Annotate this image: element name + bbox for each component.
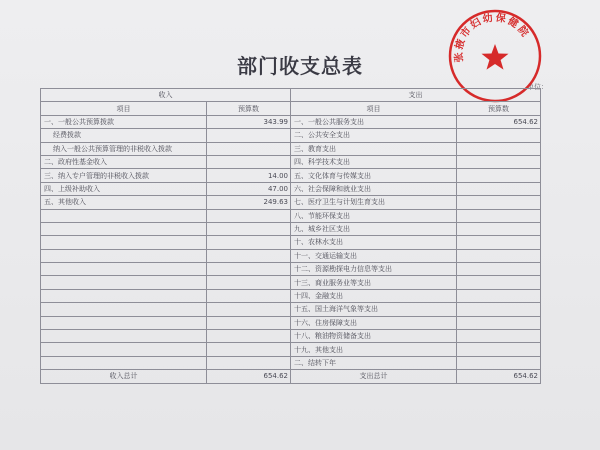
expense-amount-cell bbox=[457, 356, 541, 369]
expense-amount-cell bbox=[457, 276, 541, 289]
expense-item-cell: 十四、金融支出 bbox=[291, 289, 457, 302]
income-amount-cell bbox=[207, 330, 291, 343]
table-row bbox=[41, 209, 541, 222]
expense-item-cell: 十五、国土海洋气象等支出 bbox=[291, 303, 457, 316]
income-item-cell: 四、上级补助收入 bbox=[41, 182, 207, 195]
expense-amount-cell bbox=[457, 169, 541, 182]
expense-item-cell: 六、社会保障和就业支出 bbox=[291, 182, 457, 195]
income-item-cell: 三、纳入专户管理的非税收入拨款 bbox=[41, 169, 207, 182]
income-amount-cell bbox=[207, 316, 291, 329]
budget-table bbox=[40, 88, 541, 384]
expense-amount-cell bbox=[457, 263, 541, 276]
expense-amount-cell bbox=[457, 182, 541, 195]
income-amount-cell bbox=[207, 343, 291, 356]
expense-item-header: 项目 bbox=[291, 102, 457, 115]
income-amount-cell bbox=[207, 303, 291, 316]
expense-item-cell: 八、节能环保支出 bbox=[291, 209, 457, 222]
table-row bbox=[41, 330, 541, 343]
income-amount-cell bbox=[207, 222, 291, 235]
income-item-cell bbox=[41, 249, 207, 262]
expense-section-header: 支出 bbox=[291, 89, 541, 102]
expense-amount-cell bbox=[457, 222, 541, 235]
table-row bbox=[41, 303, 541, 316]
expense-amount-cell: 654.62 bbox=[457, 115, 541, 128]
table-row bbox=[41, 115, 541, 128]
expense-item-cell: 九、城乡社区支出 bbox=[291, 222, 457, 235]
income-amount-cell bbox=[207, 356, 291, 369]
expense-item-cell: 五、文化体育与传媒支出 bbox=[291, 169, 457, 182]
income-item-cell bbox=[41, 276, 207, 289]
income-amount-cell bbox=[207, 129, 291, 142]
income-item-cell: 纳入一般公共预算管理的非税收入拨款 bbox=[41, 142, 207, 155]
expense-amount-cell bbox=[457, 316, 541, 329]
income-item-cell: 五、其他收入 bbox=[41, 196, 207, 209]
svg-text:张掖市妇幼保健院: 张掖市妇幼保健院 bbox=[453, 12, 532, 63]
expense-total-label: 支出总计 bbox=[291, 370, 457, 383]
expense-amount-cell bbox=[457, 343, 541, 356]
expense-item-cell: 十二、资源勘探电力信息等支出 bbox=[291, 263, 457, 276]
column-header-row bbox=[41, 102, 541, 115]
expense-item-cell: 七、医疗卫生与计划生育支出 bbox=[291, 196, 457, 209]
table-row bbox=[41, 142, 541, 155]
section-header-row bbox=[41, 89, 541, 102]
expense-item-cell: 十一、交通运输支出 bbox=[291, 249, 457, 262]
expense-budget-header: 预算数 bbox=[457, 102, 541, 115]
expense-item-cell: 三、教育支出 bbox=[291, 142, 457, 155]
income-item-header: 项目 bbox=[41, 102, 207, 115]
income-amount-cell bbox=[207, 236, 291, 249]
expense-item-cell: 十八、粮油物资储备支出 bbox=[291, 330, 457, 343]
expense-item-cell: 二、公共安全支出 bbox=[291, 129, 457, 142]
income-item-cell: 经费拨款 bbox=[41, 129, 207, 142]
expense-item-cell: 十六、住房保障支出 bbox=[291, 316, 457, 329]
income-amount-cell bbox=[207, 276, 291, 289]
income-amount-cell: 249.63 bbox=[207, 196, 291, 209]
expense-item-cell: 十九、其他支出 bbox=[291, 343, 457, 356]
income-amount-cell bbox=[207, 209, 291, 222]
expense-amount-cell bbox=[457, 330, 541, 343]
income-item-cell bbox=[41, 289, 207, 302]
expense-amount-cell bbox=[457, 236, 541, 249]
income-total-label: 收入总计 bbox=[41, 370, 207, 383]
expense-item-cell: 四、科学技术支出 bbox=[291, 155, 457, 168]
income-amount-cell: 47.00 bbox=[207, 182, 291, 195]
income-amount-cell bbox=[207, 249, 291, 262]
table-row bbox=[41, 356, 541, 369]
income-item-cell bbox=[41, 222, 207, 235]
expense-amount-cell bbox=[457, 196, 541, 209]
income-item-cell bbox=[41, 236, 207, 249]
table-row bbox=[41, 343, 541, 356]
income-amount-cell: 343.99 bbox=[207, 115, 291, 128]
table-row bbox=[41, 222, 541, 235]
expense-amount-cell bbox=[457, 129, 541, 142]
income-amount-cell bbox=[207, 155, 291, 168]
income-item-cell bbox=[41, 209, 207, 222]
table-row bbox=[41, 289, 541, 302]
income-amount-cell bbox=[207, 263, 291, 276]
income-item-cell: 一、一般公共预算拨款 bbox=[41, 115, 207, 128]
table-row bbox=[41, 196, 541, 209]
expense-amount-cell bbox=[457, 142, 541, 155]
income-item-cell bbox=[41, 356, 207, 369]
income-section-header: 收入 bbox=[41, 89, 291, 102]
income-amount-cell: 14.00 bbox=[207, 169, 291, 182]
expense-item-cell: 一、一般公共服务支出 bbox=[291, 115, 457, 128]
income-item-cell bbox=[41, 303, 207, 316]
income-amount-cell bbox=[207, 142, 291, 155]
expense-amount-cell bbox=[457, 209, 541, 222]
income-item-cell: 二、政府性基金收入 bbox=[41, 155, 207, 168]
expense-amount-cell bbox=[457, 303, 541, 316]
income-total-amount: 654.62 bbox=[207, 370, 291, 383]
unit-label: 单位： bbox=[527, 83, 548, 91]
table-row bbox=[41, 249, 541, 262]
table-row bbox=[41, 236, 541, 249]
expense-amount-cell bbox=[457, 155, 541, 168]
income-budget-header: 预算数 bbox=[207, 102, 291, 115]
expense-item-cell: 十、农林水支出 bbox=[291, 236, 457, 249]
income-item-cell bbox=[41, 316, 207, 329]
expense-item-cell: 十三、商业服务业等支出 bbox=[291, 276, 457, 289]
table-row bbox=[41, 155, 541, 168]
income-item-cell bbox=[41, 343, 207, 356]
table-row bbox=[41, 169, 541, 182]
totals-row bbox=[41, 370, 541, 383]
table-row bbox=[41, 182, 541, 195]
table-row bbox=[41, 276, 541, 289]
expense-amount-cell bbox=[457, 289, 541, 302]
table-row bbox=[41, 263, 541, 276]
expense-amount-cell bbox=[457, 249, 541, 262]
expense-total-amount: 654.62 bbox=[457, 370, 541, 383]
expense-item-cell: 二、结转下年 bbox=[291, 356, 457, 369]
page-title: 部门收支总表 bbox=[237, 54, 363, 78]
table-row bbox=[41, 316, 541, 329]
income-item-cell bbox=[41, 330, 207, 343]
table-row bbox=[41, 129, 541, 142]
star-icon bbox=[482, 44, 509, 70]
income-amount-cell bbox=[207, 289, 291, 302]
income-item-cell bbox=[41, 263, 207, 276]
